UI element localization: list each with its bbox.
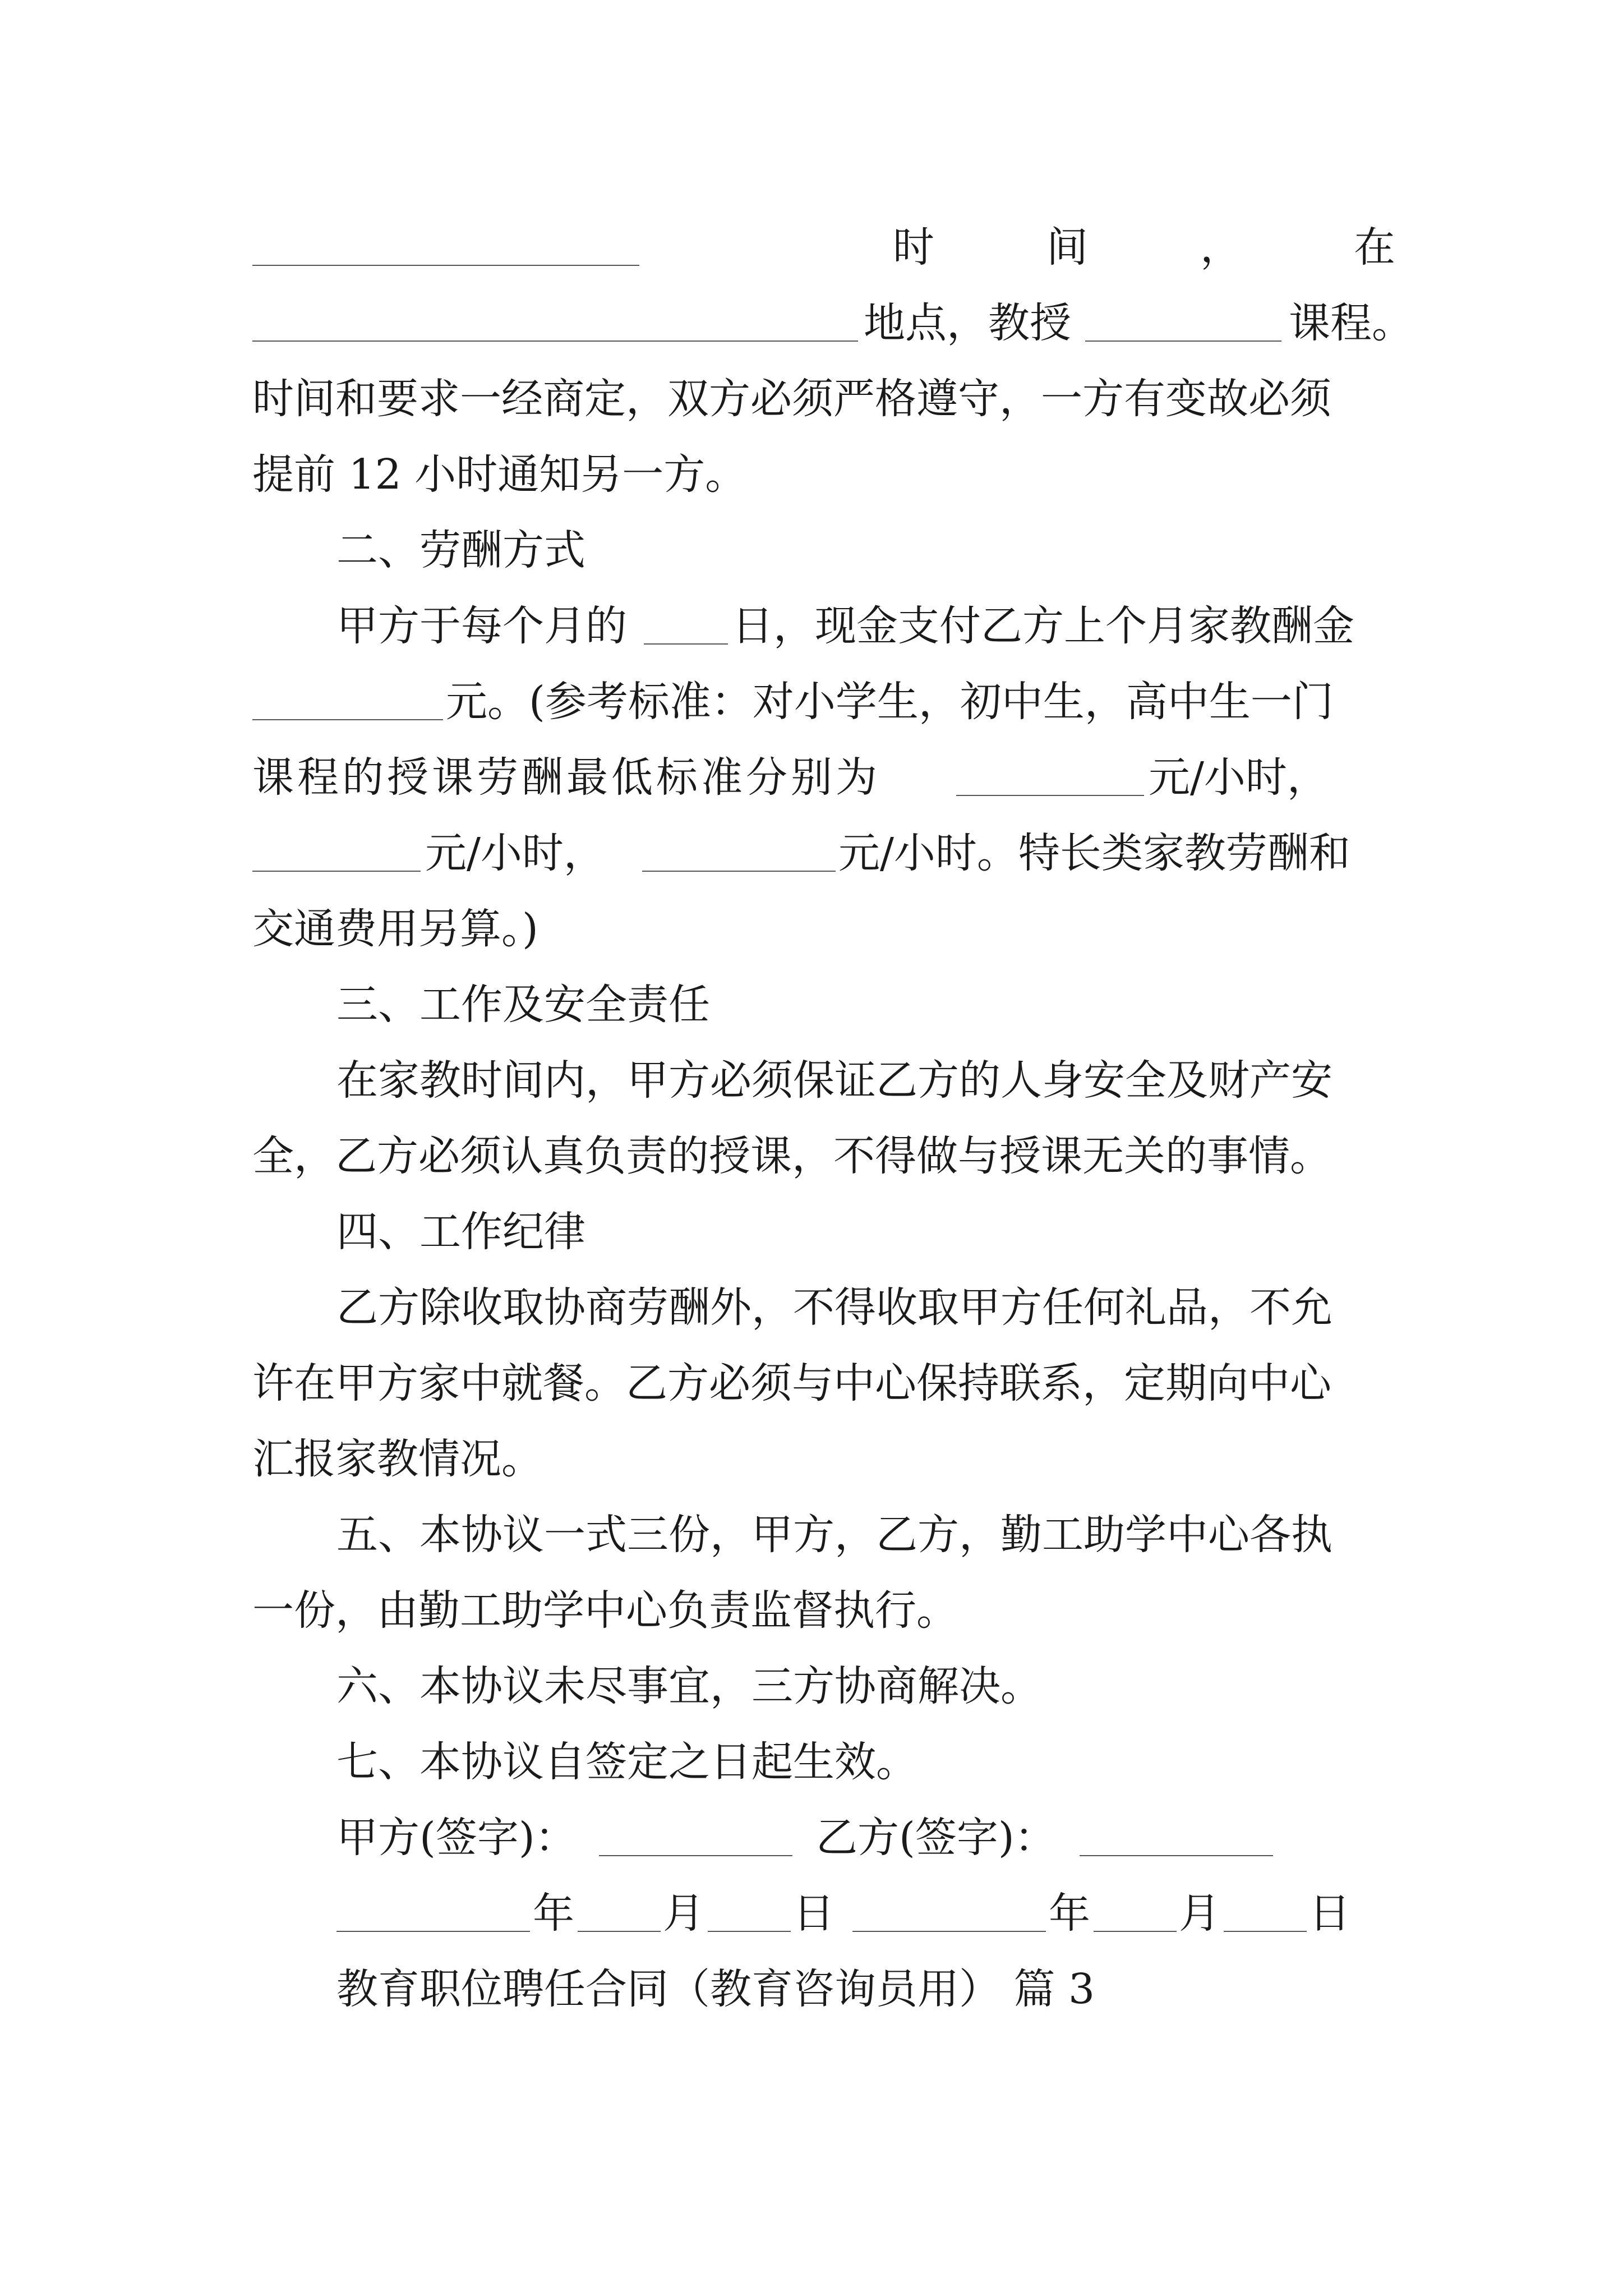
para-1-line-3: 时间和要求一经商定，双方必须严格遵守，一方有变故必须: [252, 375, 1331, 423]
blank-time: [252, 265, 639, 266]
text-jian: 间: [1046, 223, 1088, 272]
text-reference: 元。(参考标准：对小学生，初中生，高中生一门: [446, 678, 1334, 726]
date-b-month-blank: [1094, 1931, 1177, 1932]
date-a-year-blank: [336, 1931, 530, 1932]
date-a-month-blank: [578, 1931, 661, 1932]
blank-rate-senior: [642, 871, 836, 872]
para-6: 六、本协议未尽事宜，三方协商解决。: [336, 1662, 1042, 1710]
blank-rate-primary: [956, 795, 1144, 796]
para-7: 七、本协议自签定之日起生效。: [336, 1738, 917, 1786]
date-a-month-label: 月: [663, 1889, 704, 1938]
para-4-line-3: 汇报家教情况。: [252, 1435, 543, 1483]
text-zai: 在: [1354, 223, 1395, 272]
para-4-line-2: 许在甲方家中就餐。乙方必须与中心保持联系，定期向中心: [252, 1359, 1331, 1407]
text-standard: 课程的授课劳酬最低标准分别为: [252, 753, 880, 802]
para-3-line-2: 全，乙方必须认真负责的授课，不得做与授课无关的事情。: [252, 1132, 1331, 1180]
blank-rate-junior: [252, 871, 421, 872]
party-a-sign-blank: [599, 1855, 792, 1856]
blank-day: [644, 643, 728, 645]
section-3-heading: 三、工作及安全责任: [336, 981, 710, 1029]
text-pay: 日，现金支付乙方上个月家教酬金: [732, 602, 1354, 650]
para-2-line-5: 交通费用另算。): [252, 905, 538, 953]
text-monthly: 甲方于每个月的: [336, 602, 627, 650]
section-4-heading: 四、工作纪律: [336, 1208, 585, 1256]
party-b-sign-label: 乙方(签字)：: [816, 1814, 1056, 1862]
blank-course: [1085, 341, 1281, 342]
para-5-line-2: 一份，由勤工助学中心负责监督执行。: [252, 1586, 958, 1635]
party-b-sign-blank: [1080, 1855, 1273, 1856]
blank-amount: [252, 719, 443, 720]
blank-location: [252, 341, 858, 342]
party-a-sign-label: 甲方(签字)：: [336, 1814, 577, 1862]
para-1-line-4: 提前 12 小时通知另一方。: [252, 450, 747, 499]
text-comma: ，: [1200, 223, 1242, 272]
para-4-line-1: 乙方除收取协商劳酬外，不得收取甲方任何礼品，不允: [336, 1283, 1332, 1332]
text-shi: 时: [893, 223, 934, 272]
date-b-year-label: 年: [1049, 1889, 1090, 1938]
next-section-title: 教育职位聘任合同（教育咨询员用） 篇 3: [336, 1965, 1095, 2013]
text-per-hour-1: 元/小时，: [1149, 753, 1329, 802]
section-2-heading: 二、劳酬方式: [336, 526, 585, 574]
para-5-line-1: 五、本协议一式三份，甲方，乙方，勤工助学中心各执: [336, 1511, 1332, 1559]
date-b-day-label: 日: [1309, 1889, 1350, 1938]
date-b-year-blank: [852, 1931, 1046, 1932]
text-per-hour-2: 元/小时，: [425, 829, 605, 877]
text-location-teach: 地点，教授: [864, 299, 1071, 347]
date-b-month-label: 月: [1179, 1889, 1220, 1938]
text-per-hour-3: 元/小时。特长类家教劳酬和: [838, 829, 1350, 877]
text-course: 课程。: [1289, 299, 1413, 347]
date-a-year-label: 年: [533, 1889, 574, 1938]
date-a-day-blank: [708, 1931, 791, 1932]
para-3-line-1: 在家教时间内，甲方必须保证乙方的人身安全及财产安: [336, 1056, 1332, 1105]
date-a-day-label: 日: [793, 1889, 834, 1938]
date-b-day-blank: [1224, 1931, 1307, 1932]
